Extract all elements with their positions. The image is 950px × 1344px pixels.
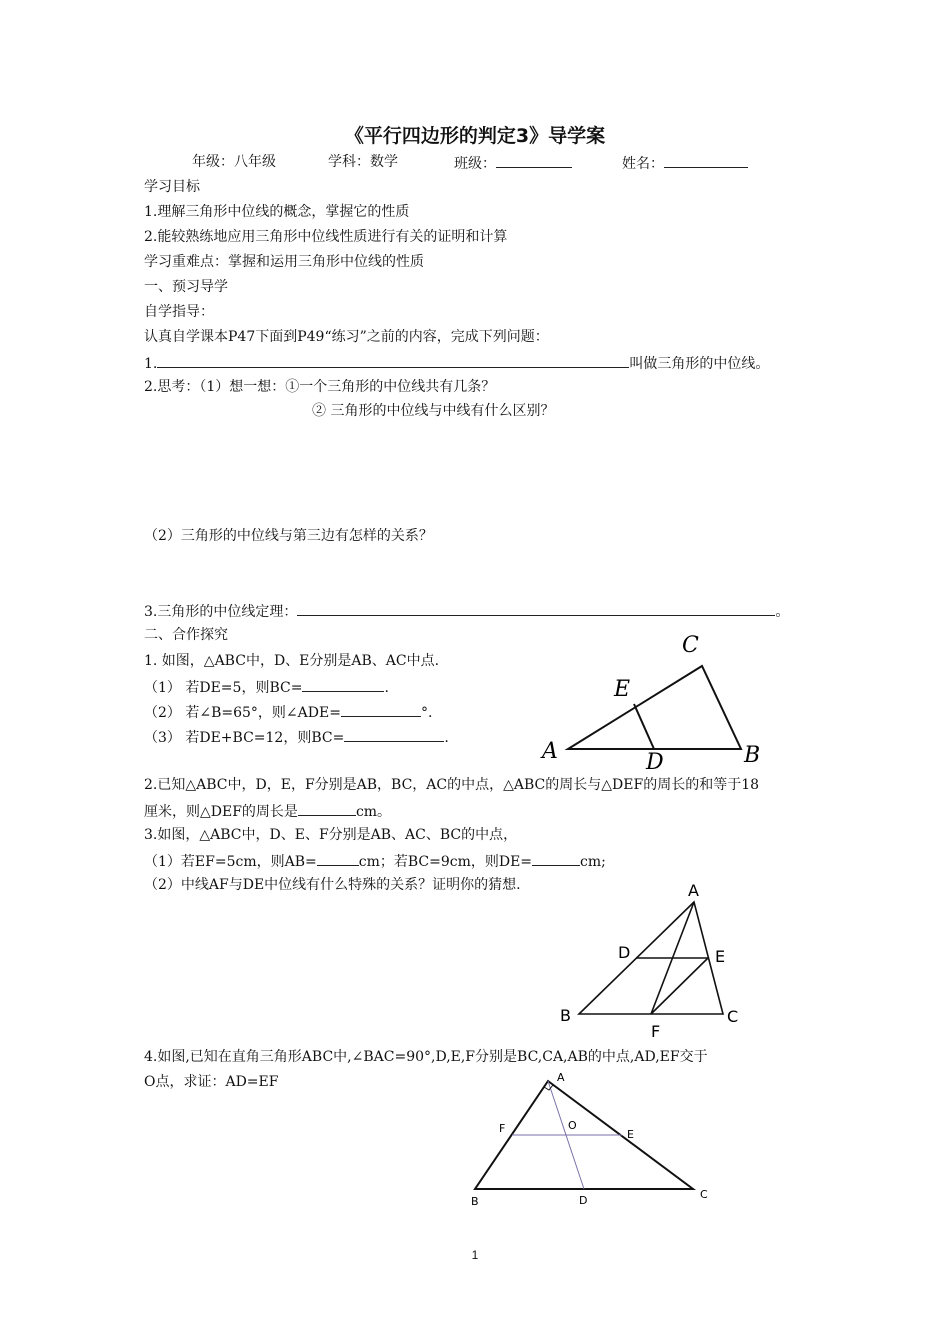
name-blank[interactable] <box>664 153 748 168</box>
grade-label: 年级：八年级 <box>192 154 276 170</box>
fig2-label-a: A <box>688 881 699 900</box>
key-points: 学习重难点：掌握和运用三角形中位线的性质 <box>144 254 424 270</box>
class-label: 班级： <box>454 156 496 172</box>
problem-1c-blank[interactable] <box>344 727 444 742</box>
fig2-label-d: D <box>618 943 631 962</box>
problem-4-line2: O点，求证：AD=EF <box>144 1074 279 1090</box>
fig3-label-e: E <box>627 1128 634 1141</box>
fig1-triangle-abc <box>568 666 741 749</box>
question-1 <box>144 353 769 373</box>
subject-label: 学科：数学 <box>328 154 398 170</box>
fig2-segment-ef <box>651 958 708 1014</box>
problem-2-line1: 2.已知△ABC中，D，E，F分别是AB，BC，AC的中点，△ABC的周长与△DEF的周长的和等于18 <box>144 777 760 793</box>
problem-2-unit: cm。 <box>355 804 392 820</box>
problem-1a-blank[interactable] <box>302 677 384 692</box>
name-label: 姓名： <box>622 156 664 172</box>
problem-3a-text2: cm；若BC=9cm，则DE= <box>358 854 533 870</box>
problem-1a-end: . <box>384 680 389 696</box>
problem-3a-text3: cm; <box>580 854 606 870</box>
objective-1: 1.理解三角形中位线的概念，掌握它的性质 <box>144 204 410 220</box>
problem-1c-end: . <box>444 730 449 746</box>
fig2-label-e: E <box>715 947 726 966</box>
problem-3b: （2）中线AF与DE中位线有什么特殊的关系？证明你的猜想. <box>144 877 521 893</box>
fig3-label-o: O <box>568 1119 577 1132</box>
fig1-midline-de <box>634 704 654 749</box>
problem-3a-text1: （1）若EF=5cm，则AB= <box>144 854 317 870</box>
fig1-label-b: B <box>744 743 761 768</box>
question-1-blank[interactable] <box>157 353 629 368</box>
fig1-label-e: E <box>614 677 631 702</box>
question-2-part2: （2）三角形的中位线与第三边有怎样的关系？ <box>144 528 433 544</box>
fig1-label-c: C <box>682 633 699 658</box>
problem-2-blank[interactable] <box>298 801 356 816</box>
problem-1c <box>144 727 449 747</box>
page-title: 《平行四边形的判定3》导学案 <box>344 125 606 147</box>
figure-2-triangle <box>555 878 755 1043</box>
problem-1c-text: （3） 若DE+BC=12，则BC= <box>144 730 345 746</box>
question-3 <box>144 601 789 621</box>
fig3-label-b: B <box>471 1195 479 1208</box>
question-1-tail: 叫做三角形的中位线。 <box>629 356 770 372</box>
self-study-instruction: 认真自学课本P47下面到P49“练习”之前的内容，完成下列问题： <box>144 329 549 345</box>
objectives-heading: 学习目标 <box>144 179 200 195</box>
section1-heading: 一、预习导学 <box>144 279 228 295</box>
question-3-label: 3.三角形的中位线定理： <box>144 604 298 620</box>
name-field <box>622 153 748 173</box>
problem-1b-end: °. <box>420 705 433 721</box>
problem-3-intro: 3.如图，△ABC中，D、E、F分别是AB、AC、BC的中点， <box>144 827 518 843</box>
fig2-label-f: F <box>651 1022 661 1041</box>
question-1-number: 1. <box>144 356 158 372</box>
problem-3a <box>144 851 606 871</box>
question-3-tail: 。 <box>775 604 790 620</box>
problem-3a-blank2[interactable] <box>532 851 580 866</box>
class-blank[interactable] <box>496 153 572 168</box>
question-3-blank[interactable] <box>297 601 775 616</box>
problem-1a <box>144 677 389 697</box>
objective-2: 2.能较熟练地应用三角形中位线性质进行有关的证明和计算 <box>144 229 508 245</box>
problem-1b-text: （2） 若∠B=65°，则∠ADE= <box>144 705 341 721</box>
problem-1b-blank[interactable] <box>341 702 421 717</box>
problem-4-line1: 4.如图,已知在直角三角形ABC中,∠BAC=90°,D,E,F分别是BC,CA,AB的中点,AD,EF交于 <box>144 1049 708 1065</box>
self-study-guide: 自学指导： <box>144 304 214 320</box>
problem-1a-text: （1） 若DE=5，则BC= <box>144 680 303 696</box>
page-number: 1 <box>471 1248 479 1262</box>
fig2-label-c: C <box>727 1007 739 1026</box>
fig3-label-d: D <box>579 1194 588 1207</box>
question-2-line2: ② 三角形的中位线与中线有什么区别？ <box>312 403 555 419</box>
fig2-label-b: B <box>560 1006 571 1025</box>
problem-1-intro: 1. 如图，△ABC中，D、E分别是AB、AC中点. <box>144 653 440 669</box>
problem-3a-blank1[interactable] <box>317 851 359 866</box>
problem-1b <box>144 702 432 722</box>
fig1-label-a: A <box>542 739 558 764</box>
fig3-label-f: F <box>499 1122 506 1135</box>
figure-1-triangle <box>530 628 800 778</box>
problem-2-line2 <box>144 801 391 821</box>
question-2-line1: 2.思考：（1）想一想：①一个三角形的中位线共有几条？ <box>144 379 496 395</box>
figure-3-right-triangle <box>465 1068 725 1213</box>
section2-heading: 二、合作探究 <box>144 627 228 643</box>
fig1-label-d: D <box>646 750 664 775</box>
fig3-label-c: C <box>700 1188 708 1201</box>
fig3-label-a: A <box>557 1071 565 1084</box>
class-field <box>454 153 572 173</box>
problem-2-text: 厘米，则△DEF的周长是 <box>144 804 298 820</box>
